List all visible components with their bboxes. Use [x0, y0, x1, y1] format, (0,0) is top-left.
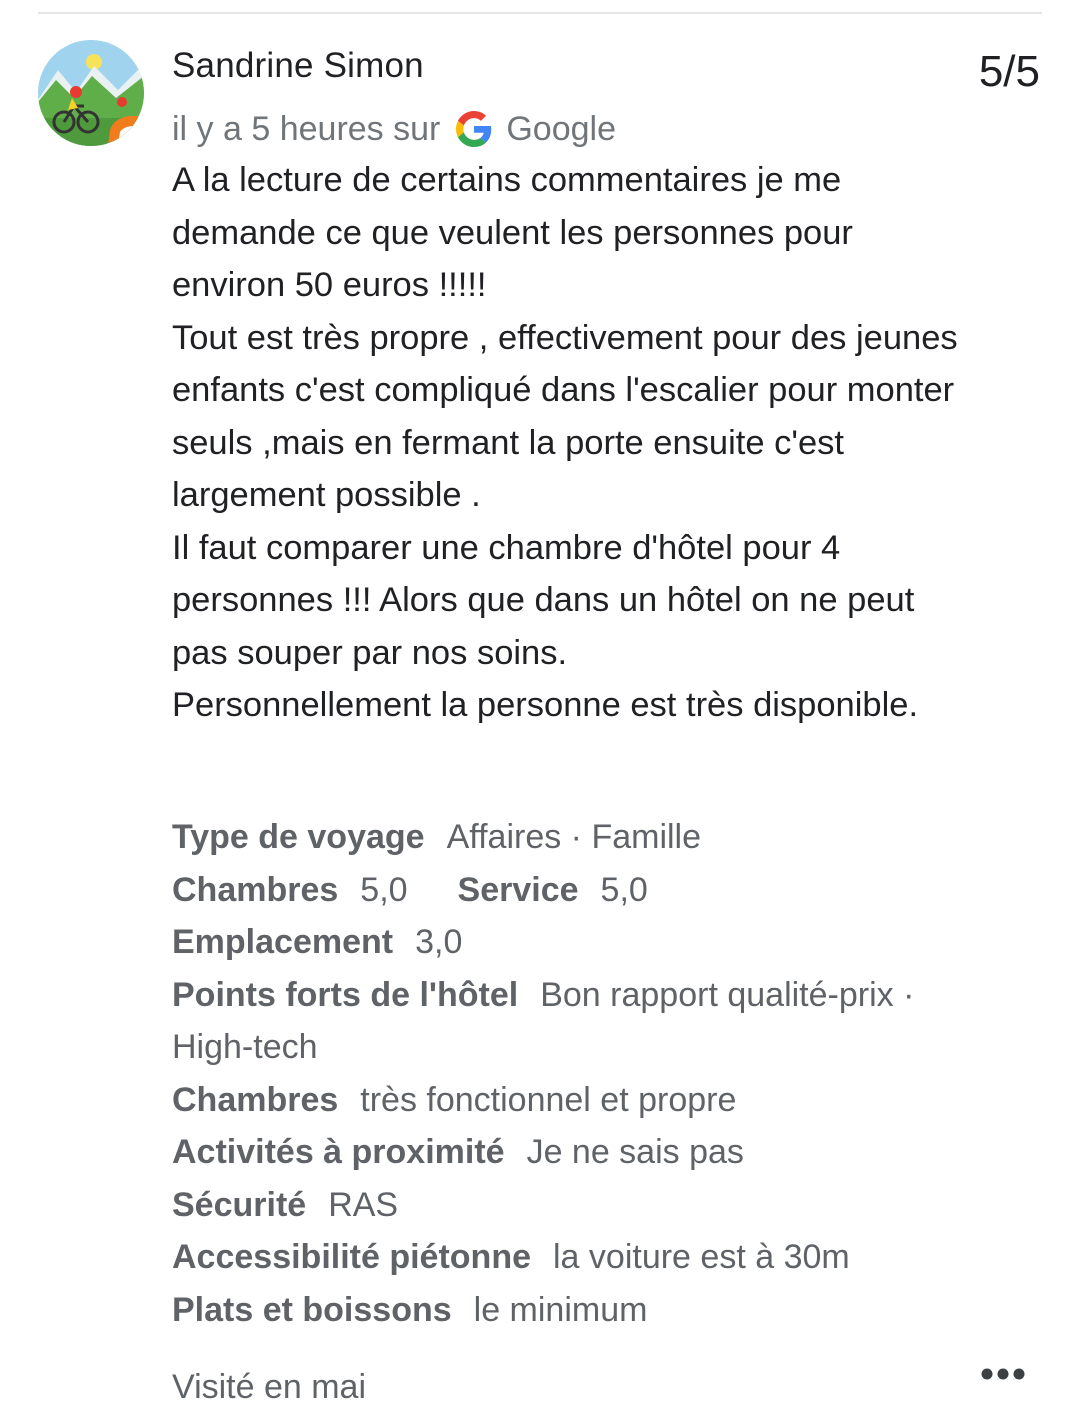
detail-label: Plats et boissons	[172, 1290, 452, 1329]
detail-label: Emplacement	[172, 923, 394, 961]
review-source: Google	[506, 109, 616, 148]
detail-label: Points forts de l'hôtel	[172, 975, 519, 1014]
detail-location	[172, 916, 932, 969]
detail-security	[172, 1179, 932, 1232]
detail-label: Sécurité	[172, 1185, 307, 1224]
detail-value: Bon rapport qualité-prix · High-tech	[172, 975, 915, 1066]
detail-label: Type de voyage	[172, 818, 425, 856]
detail-trip-type	[172, 811, 932, 864]
detail-rooms-service	[172, 864, 932, 917]
visited-date: Visité en mai	[172, 1368, 367, 1406]
detail-label: Chambres	[172, 1080, 339, 1119]
detail-value: Affaires · Famille	[446, 818, 702, 856]
detail-value: le minimum	[473, 1290, 648, 1329]
detail-highlights	[172, 969, 932, 1074]
rating-score: 5/5	[978, 47, 1040, 96]
detail-label: Accessibilité piétonne	[172, 1238, 531, 1276]
top-divider	[38, 12, 1042, 14]
detail-food	[172, 1284, 932, 1337]
review-meta	[172, 106, 616, 152]
detail-label: Chambres	[172, 870, 339, 909]
avatar[interactable]	[38, 40, 144, 146]
detail-value: 5,0	[600, 870, 648, 909]
detail-value: très fonctionnel et propre	[360, 1080, 737, 1119]
detail-value: RAS	[328, 1185, 399, 1224]
detail-value: la voiture est à 30m	[553, 1238, 850, 1276]
review-details	[172, 811, 932, 1336]
detail-walkability	[172, 1231, 932, 1284]
review-time: il y a 5 heures sur	[172, 109, 441, 148]
detail-rooms-comment	[172, 1074, 932, 1127]
review-text: A la lecture de certains commentaires je me demande ce que veulent les personnes pour environ 50 euros !!!!! Tout est très propre , effectivement pour des jeunes enfants c'est compliqué dans l'escalier pour monter seuls ,mais en fermant la porte ensuite c'est largement possible . Il faut comparer une chambre d'hôtel pour 4 personnes !!! Alors que dans un hôtel on ne peut pas souper par nos soins. Personnellement la personne est très disponible.	[172, 161, 958, 724]
detail-label: Service	[457, 870, 579, 909]
detail-value: 5,0	[360, 870, 408, 909]
more-horizontal-icon	[978, 1362, 1028, 1392]
google-g-icon	[456, 111, 492, 147]
cyclist-avatar-icon	[38, 40, 144, 146]
detail-activities	[172, 1126, 932, 1179]
detail-label: Activités à proximité	[172, 1133, 505, 1171]
more-options-button[interactable]	[978, 1362, 1028, 1392]
detail-value: Je ne sais pas	[526, 1133, 744, 1171]
detail-value: 3,0	[415, 923, 463, 961]
author-name[interactable]: Sandrine Simon	[172, 46, 424, 85]
